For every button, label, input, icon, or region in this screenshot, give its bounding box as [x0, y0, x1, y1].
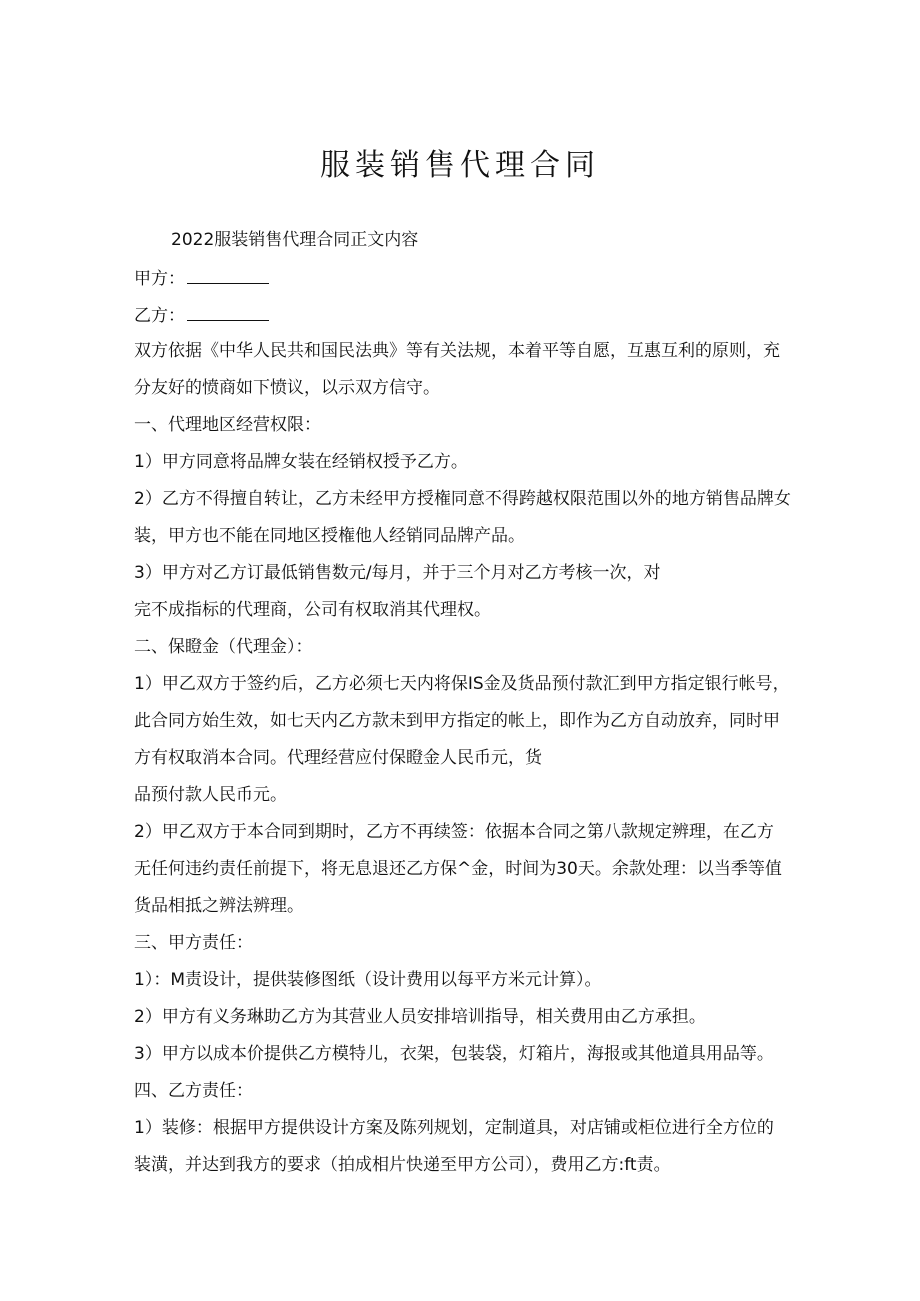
paragraph-line: 此合同方始生效，如七天内乙方款未到甲方指定的帐上，即作为乙方自动放弃，同时甲 [134, 711, 780, 731]
paragraph-line: 3）甲方对乙方订最低销售数元/每月，并于三个月对乙方考核一次，对 [134, 563, 661, 583]
paragraph-line: 3）甲方以成本价提供乙方模特儿，衣架，包装袋，灯箱片，海报或其他道具用品等。 [134, 1044, 774, 1064]
paragraph-line: 1）装修：根据甲方提供设计方案及陈列规划，定制道具，对店铺或柜位进行全方位的 [134, 1118, 774, 1138]
paragraph-line: 2）乙方不得擅自转让，乙方未经甲方授権同意不得跨越权限范围以外的地方销售品牌女 [134, 489, 791, 509]
paragraph-line: 双方依据《中华人民共和国民法典》等有关法规，本着平等自愿，互惠互利的原则，充 [134, 341, 780, 361]
section-heading: 一、代理地区经营权限： [134, 415, 321, 435]
paragraph-line: 1）：M责设计，提供装修图纸（设计费用以每平方米元计算）。 [134, 970, 602, 990]
party-b-blank [187, 302, 269, 321]
party-b-label: 乙方： [134, 306, 185, 326]
party-a-line [134, 265, 269, 291]
paragraph-line: 装潢，并达到我方的要求（拍成相片快递至甲方公司），费用乙方:ft责。 [134, 1155, 671, 1175]
paragraph-line: 无任何违约责任前提下，将无息退还乙方保^金，时间为30天。余款处理：以当季等值 [134, 859, 782, 879]
party-a-label: 甲方： [134, 269, 185, 289]
document-subtitle: 2022服装销售代理合同正文内容 [171, 230, 419, 250]
section-heading: 三、甲方责任： [134, 933, 253, 953]
paragraph-line: 品预付款人民币元。 [134, 785, 287, 805]
section-heading: 四、乙方责任： [134, 1081, 253, 1101]
party-a-blank [187, 265, 269, 284]
paragraph-line: 货品相抵之辨法辨理。 [134, 896, 304, 916]
paragraph-line: 方有权取消本合同。代理经营应付保瞪金人民币元，货 [134, 748, 542, 768]
paragraph-line: 1）甲方同意将品牌女装在经销权授予乙方。 [134, 452, 468, 472]
paragraph-line: 2）甲乙双方于本合同到期时，乙方不再续签：依据本合同之第八款规定辨理，在乙方 [134, 822, 774, 842]
section-heading: 二、保瞪金（代理金）： [134, 637, 313, 657]
paragraph-line: 1）甲乙双方于签约后，乙方必须七天内将保IS金及货品预付款汇到甲方指定银行帐号， [134, 674, 790, 694]
paragraph-line: 分友好的愤商如下愤议，以示双方信守。 [134, 378, 440, 398]
party-b-line [134, 302, 269, 328]
document-title: 服装销售代理合同 [320, 148, 600, 183]
paragraph-line: 2）甲方有义务琳助乙方为其营业人员安排培训指导，相关费用由乙方承担。 [134, 1007, 706, 1027]
paragraph-line: 装，甲方也不能在同地区授権他人经销同品牌产品。 [134, 526, 525, 546]
paragraph-line: 完不成指标的代理商，公司有权取消其代理权。 [134, 600, 491, 620]
